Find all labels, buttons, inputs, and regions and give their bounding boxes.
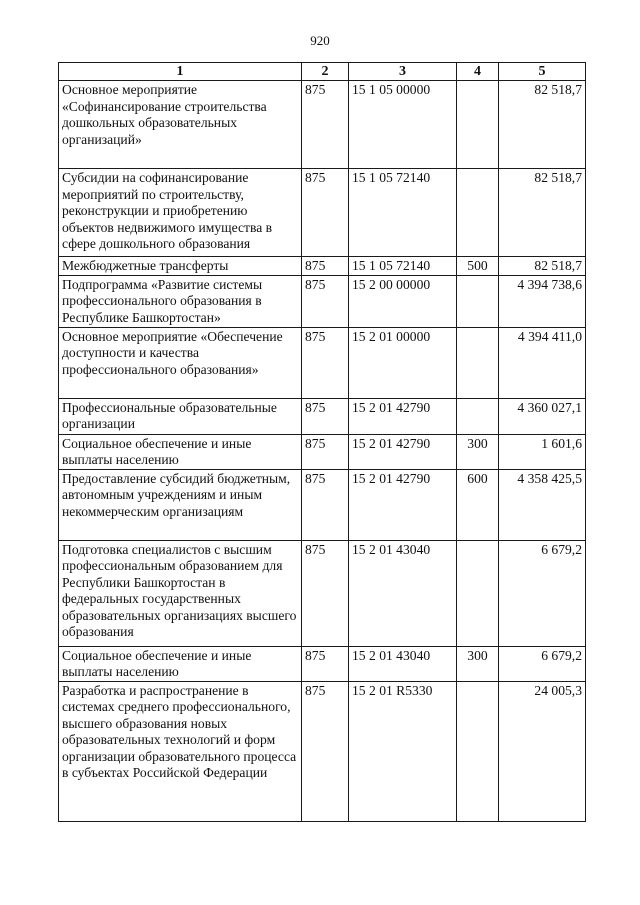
row-expense-type: 600 <box>457 469 499 540</box>
row-amount: 82 518,7 <box>499 169 586 257</box>
row-amount: 82 518,7 <box>499 257 586 276</box>
row-ministry-code: 875 <box>302 398 349 434</box>
row-expense-type <box>457 540 499 646</box>
table-row <box>59 434 586 469</box>
row-name: Субсидии на софинансирование мероприятий по строительству, реконструкции и приобретению объектов недвижимого имущества в сфере дошкольного образования <box>59 169 302 257</box>
row-name: Подпрограмма «Развитие системы профессионального образования в Республике Башкортостан» <box>59 275 302 327</box>
header-col-4: 4 <box>457 63 499 81</box>
table-row <box>59 469 586 540</box>
row-expense-type <box>457 169 499 257</box>
row-name: Основное мероприятие «Обеспечение доступности и качества профессионального образования» <box>59 327 302 398</box>
page-number: 920 <box>310 33 330 48</box>
row-expense-type: 500 <box>457 257 499 276</box>
row-expense-type <box>457 81 499 169</box>
row-ministry-code: 875 <box>302 169 349 257</box>
row-ministry-code: 875 <box>302 469 349 540</box>
row-target-code: 15 2 01 00000 <box>349 327 457 398</box>
table-row <box>59 681 586 821</box>
header-col-3: 3 <box>349 63 457 81</box>
row-name: Социальное обеспечение и иные выплаты населению <box>59 434 302 469</box>
row-target-code: 15 2 01 42790 <box>349 434 457 469</box>
row-name: Подготовка специалистов с высшим профессиональным образованием для Республики Башкортостан в федеральных государственных образовательных организациях высшего образования <box>59 540 302 646</box>
row-target-code: 15 2 01 43040 <box>349 646 457 681</box>
table-row <box>59 540 586 646</box>
row-expense-type <box>457 681 499 821</box>
row-target-code: 15 2 01 42790 <box>349 469 457 540</box>
row-amount: 4 394 738,6 <box>499 275 586 327</box>
row-ministry-code: 875 <box>302 646 349 681</box>
row-target-code: 15 2 01 R5330 <box>349 681 457 821</box>
row-name: Предоставление субсидий бюджетным, автономным учреждениям и иным некоммерческим организациям <box>59 469 302 540</box>
row-ministry-code: 875 <box>302 681 349 821</box>
row-amount: 24 005,3 <box>499 681 586 821</box>
row-expense-type <box>457 398 499 434</box>
row-ministry-code: 875 <box>302 257 349 276</box>
table-row <box>59 327 586 398</box>
table-header-row <box>59 63 586 81</box>
row-amount: 4 394 411,0 <box>499 327 586 398</box>
row-name: Разработка и распространение в системах среднего профессионального, высшего образования новых образовательных технологий и форм организации образовательного процесса в субъектах Российской Федерации <box>59 681 302 821</box>
row-ministry-code: 875 <box>302 540 349 646</box>
row-name: Социальное обеспечение и иные выплаты населению <box>59 646 302 681</box>
table-row <box>59 81 586 169</box>
row-expense-type <box>457 275 499 327</box>
row-expense-type <box>457 327 499 398</box>
row-amount: 82 518,7 <box>499 81 586 169</box>
row-target-code: 15 1 05 00000 <box>349 81 457 169</box>
row-amount: 6 679,2 <box>499 540 586 646</box>
row-ministry-code: 875 <box>302 275 349 327</box>
row-target-code: 15 2 00 00000 <box>349 275 457 327</box>
row-amount: 6 679,2 <box>499 646 586 681</box>
header-col-5: 5 <box>499 63 586 81</box>
row-ministry-code: 875 <box>302 81 349 169</box>
row-amount: 4 360 027,1 <box>499 398 586 434</box>
row-name: Профессиональные образовательные организации <box>59 398 302 434</box>
row-amount: 1 601,6 <box>499 434 586 469</box>
header-col-2: 2 <box>302 63 349 81</box>
row-expense-type: 300 <box>457 434 499 469</box>
row-target-code: 15 2 01 43040 <box>349 540 457 646</box>
table-row <box>59 275 586 327</box>
row-name: Основное мероприятие «Софинансирование строительства дошкольных образовательных организаций» <box>59 81 302 169</box>
table-row <box>59 257 586 276</box>
row-target-code: 15 2 01 42790 <box>349 398 457 434</box>
row-target-code: 15 1 05 72140 <box>349 257 457 276</box>
table-row <box>59 646 586 681</box>
table-row <box>59 398 586 434</box>
budget-table <box>58 62 586 822</box>
row-ministry-code: 875 <box>302 434 349 469</box>
header-col-1: 1 <box>59 63 302 81</box>
row-target-code: 15 1 05 72140 <box>349 169 457 257</box>
row-name: Межбюджетные трансферты <box>59 257 302 276</box>
row-amount: 4 358 425,5 <box>499 469 586 540</box>
row-expense-type: 300 <box>457 646 499 681</box>
table-row <box>59 169 586 257</box>
row-ministry-code: 875 <box>302 327 349 398</box>
